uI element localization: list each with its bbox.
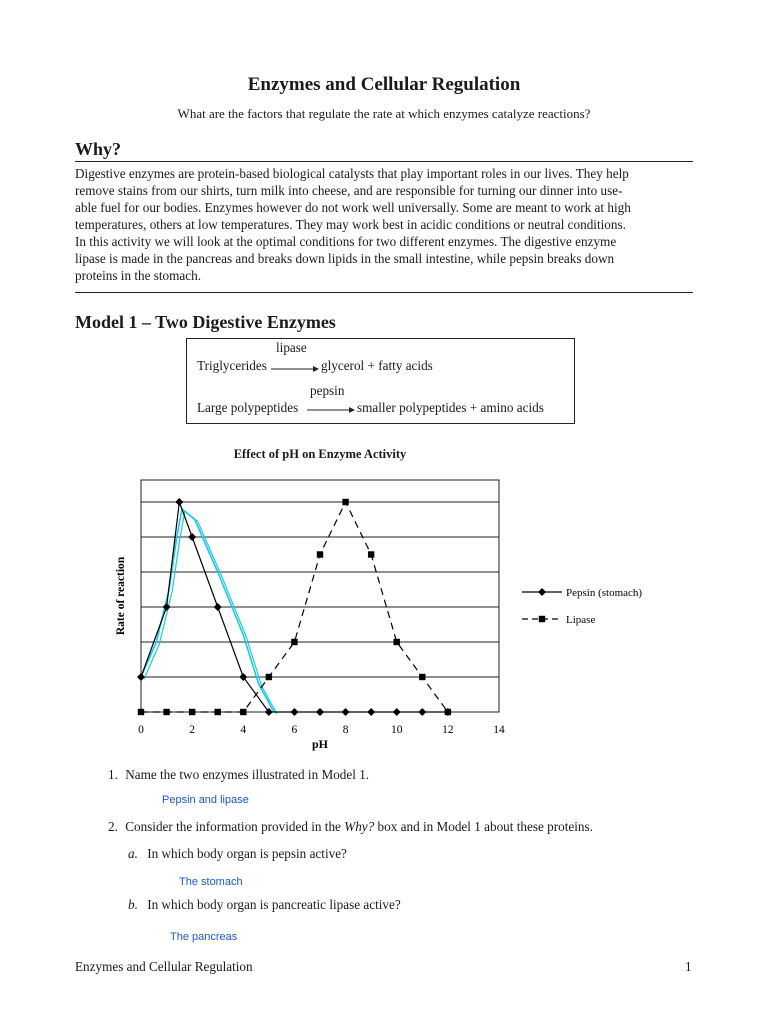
subquestion-b: [128, 897, 401, 913]
pepsin-point: [342, 708, 350, 716]
answer-1: Pepsin and lipase: [162, 794, 249, 806]
pepsin-point: [316, 708, 324, 716]
why-line: temperatures, others at low temperatures. They may work best in acidic conditions or neutral conditions.: [75, 217, 626, 232]
legend-marker: [538, 588, 546, 596]
subquestion-letter: b.: [128, 897, 138, 912]
legend-label: Pepsin (stomach): [566, 587, 643, 599]
why-line: able fuel for our bodies. Enzymes however do not work well universally. Some are meant to work at high: [75, 200, 631, 215]
question-1: [108, 767, 369, 783]
pepsin-point: [367, 708, 375, 716]
x-tick-label: 12: [442, 724, 454, 736]
lipase-point: [317, 551, 323, 557]
lipase-point: [266, 674, 272, 680]
pepsin-point: [188, 533, 196, 541]
chart-x-axis-label: pH: [311, 737, 329, 751]
x-tick-label: 6: [291, 724, 298, 736]
why-line: proteins in the stomach.: [75, 268, 201, 283]
pepsin-point: [418, 708, 426, 716]
subquestion-letter: a.: [128, 846, 138, 861]
pepsin-point: [137, 673, 145, 681]
legend-marker: [539, 616, 545, 622]
x-tick-label: 0: [138, 724, 144, 736]
hand-drawn-trace: [141, 509, 274, 712]
lipase-products: glycerol + fatty acids: [321, 358, 433, 373]
why-top-rule: [75, 161, 693, 162]
pepsin-products: smaller polypeptides + amino acids: [357, 400, 544, 415]
lipase-enzyme-label: lipase: [276, 340, 307, 355]
legend-label: Lipase: [566, 614, 596, 626]
subquestion-text: In which body organ is pancreatic lipase active?: [147, 897, 401, 912]
lipase-point: [419, 674, 425, 680]
pepsin-point: [393, 708, 401, 716]
x-tick-label: 10: [390, 724, 403, 736]
chart-y-axis-label: Rate of reaction: [115, 556, 127, 636]
lipase-reactant: Triglycerides: [197, 358, 267, 373]
lipase-point: [138, 709, 144, 715]
lipase-point: [342, 499, 348, 505]
why-line: lipase is made in the pancreas and breaks down lipids in the small intestine, while pepsin breaks down: [75, 251, 615, 266]
chart-title: Effect of pH on Enzyme Activity: [233, 447, 407, 461]
lipase-point: [189, 709, 195, 715]
model-heading: Model 1 – Two Digestive Enzymes: [75, 312, 336, 332]
page-number: 1: [685, 959, 692, 974]
ph-chart: [0, 470, 768, 760]
question-text-emphasis: Why?: [344, 819, 375, 834]
pepsin-point: [239, 673, 247, 681]
question-text: Name the two enzymes illustrated in Model 1.: [125, 767, 370, 782]
question-text-end: box and in Model 1 about these proteins.: [374, 819, 593, 834]
x-tick-label: 2: [189, 724, 196, 736]
lipase-point: [445, 709, 451, 715]
pepsin-enzyme-label: pepsin: [310, 383, 345, 398]
lipase-point: [291, 639, 297, 645]
question-text-start: Consider the information provided in the: [125, 819, 345, 834]
x-tick-label: 14: [493, 724, 505, 736]
why-body: [75, 165, 695, 284]
lipase-arrow-icon: [271, 365, 319, 373]
lipase-point: [240, 709, 246, 715]
why-line: In this activity we will look at the optimal conditions for two different enzymes. The digestive enzyme: [75, 234, 617, 249]
document-title: Enzymes and Cellular Regulation: [247, 74, 521, 95]
why-bottom-rule: [75, 292, 693, 293]
answer-2b: The pancreas: [170, 931, 238, 943]
document-subtitle: What are the factors that regulate the rate at which enzymes catalyze reactions?: [177, 106, 591, 121]
x-tick-label: 8: [342, 724, 349, 736]
answer-2a: The stomach: [179, 876, 243, 888]
lipase-point: [215, 709, 221, 715]
subquestion-text: In which body organ is pepsin active?: [147, 846, 347, 861]
pepsin-point: [214, 603, 222, 611]
pepsin-point: [290, 708, 298, 716]
question-number: 2.: [108, 819, 118, 834]
subquestion-a: [128, 846, 347, 862]
lipase-point: [394, 639, 400, 645]
pepsin-arrow-icon: [307, 406, 355, 414]
pepsin-point: [175, 498, 183, 506]
lipase-point: [368, 551, 374, 557]
why-line: remove stains from our shirts, turn milk into cheese, and are responsible for turning our dinner into use-: [75, 183, 623, 198]
question-2: [108, 819, 593, 835]
x-tick-label: 4: [240, 724, 247, 736]
lipase-point: [163, 709, 169, 715]
equation-box: [186, 338, 575, 424]
why-line: Digestive enzymes are protein-based biological catalysts that play important roles in our lives. They help: [75, 166, 629, 181]
pepsin-reactant: Large polypeptides: [197, 400, 299, 415]
why-heading: Why?: [75, 139, 122, 159]
footer-title: Enzymes and Cellular Regulation: [75, 959, 253, 974]
question-number: 1.: [108, 767, 118, 782]
